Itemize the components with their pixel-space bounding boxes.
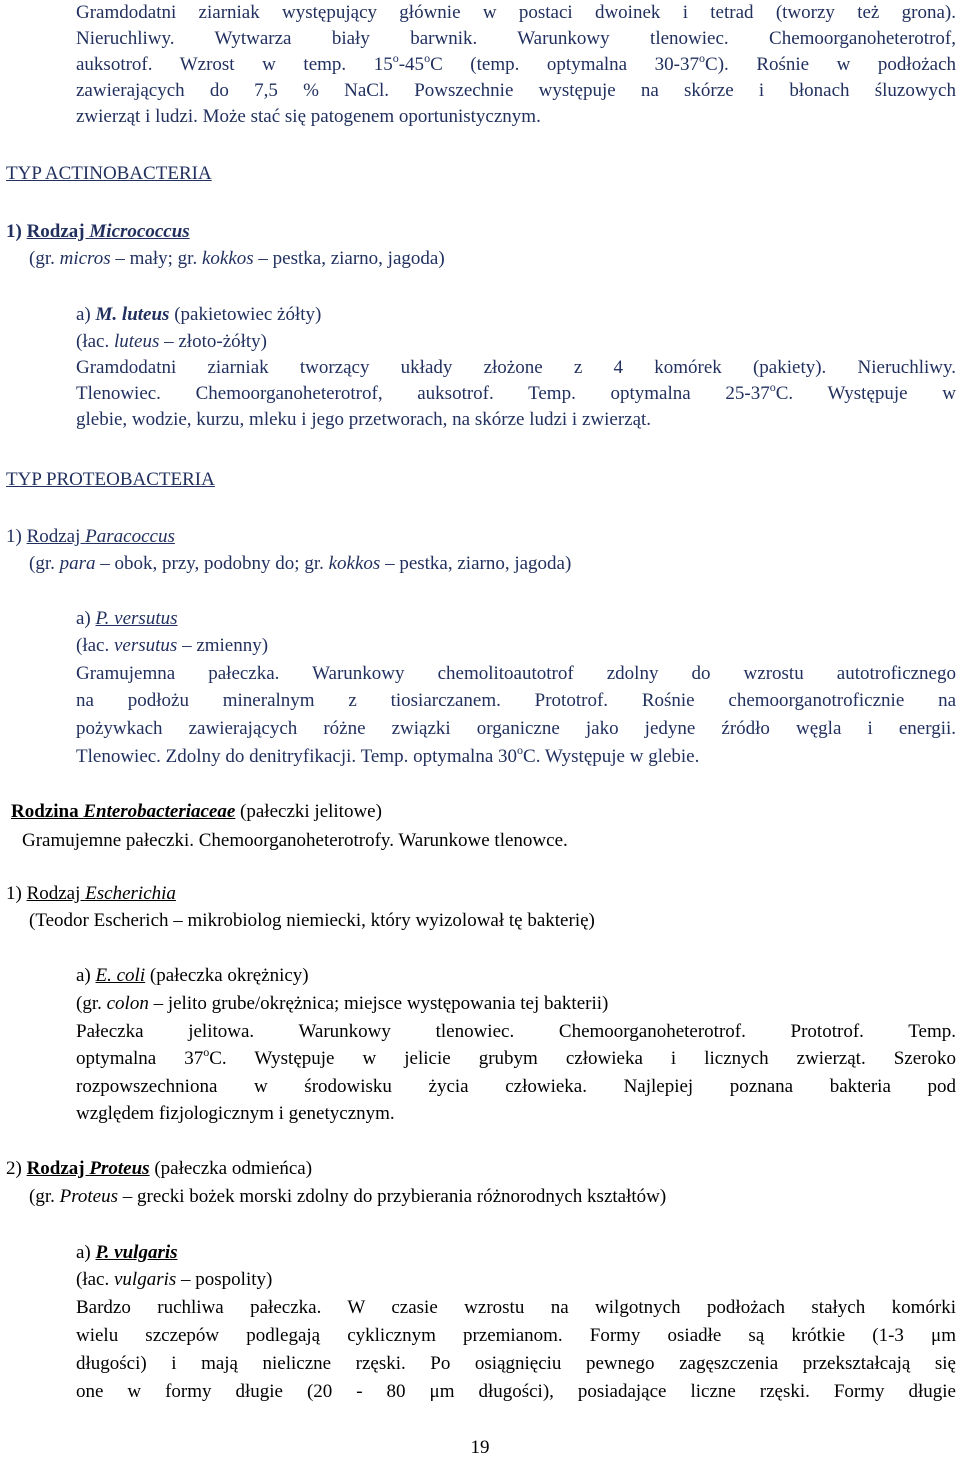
species-heading-p-versutus: a) P. versutus — [76, 608, 178, 629]
p-versutus-desc-1: Gramujemna pałeczka. Warunkowy chemolitoautotrof zdolny do wzrostu autotroficznego — [76, 663, 956, 684]
e-coli-desc-2: optymalna 37$^o$C. Występuje w jelicie grubym człowieka i licznych zwierząt. Szeroko — [76, 1044, 957, 1069]
section-heading-actinobacteria: TYP ACTINOBACTERIA — [6, 163, 212, 184]
species-heading-p-vulgaris: a) P. vulgaris — [76, 1242, 178, 1263]
etymology-luteus: (łac. luteus – złoto-żółty) — [76, 331, 268, 352]
species-heading-e-coli: a) E. coli (pałeczka okrężnicy) — [76, 965, 309, 986]
intro-line-2: Nieruchliwy. Wytwarza biały barwnik. Warunkowy tlenowiec. Chemoorganoheterotrof, — [76, 28, 956, 49]
p-versutus-desc-4: Tlenowiec. Zdolny do denitryfikacji. Temp. optymalna 30$^o$C. Występuje w glebie. — [76, 742, 700, 767]
p-versutus-desc-3: pożywkach zawierających różne związki organiczne jako jedyne źródło węgla i energii. — [76, 718, 956, 739]
p-vulgaris-desc-2: wielu szczepów podlegają cyklicznym przemianom. Formy osiadłe są krótkie (1-3 μm — [76, 1325, 956, 1346]
etymology-proteus: (gr. Proteus – grecki bożek morski zdolny do przybierania różnorodnych kształtów) — [29, 1186, 667, 1207]
p-vulgaris-desc-4: one w formy długie (20 - 80 μm długości), posiadające liczne rzęski. Formy długie — [76, 1381, 956, 1402]
intro-line-3: auksotrof. Wzrost w temp. 15$^o$-45$^o$C (temp. optymalna 30-37$^o$C). Rośnie w podłożach — [76, 50, 957, 75]
genus-heading-proteus: 2) Rodzaj Proteus (pałeczka odmieńca) — [6, 1158, 313, 1179]
etymology-escherichia: (Teodor Escherich – mikrobiolog niemiecki, który wyizolował tę bakterię) — [29, 910, 595, 931]
genus-heading-escherichia: 1) Rodzaj Escherichia — [6, 883, 176, 904]
e-coli-desc-3: rozpowszechniona w środowisku życia człowieka. Najlepiej poznana bakteria pod — [76, 1076, 956, 1097]
m-luteus-desc-3: glebie, wodzie, kurzu, mleku i jego przetworach, na skórze ludzi i zwierząt. — [76, 409, 652, 430]
section-heading-proteobacteria: TYP PROTEOBACTERIA — [6, 469, 215, 490]
m-luteus-desc-2: Tlenowiec. Chemoorganoheterotrof, auksotrof. Temp. optymalna 25-37$^o$C. Występuje w — [76, 379, 956, 404]
m-luteus-desc-1: Gramdodatni ziarniak tworzący układy złożone z 4 komórek (pakiety). Nieruchliwy. — [76, 357, 956, 378]
etymology-versutus: (łac. versutus – zmienny) — [76, 635, 269, 656]
e-coli-desc-1: Pałeczka jelitowa. Warunkowy tlenowiec. Chemoorganoheterotrof. Prototrof. Temp. — [76, 1021, 956, 1042]
page-number: 19 — [470, 1437, 490, 1458]
species-heading-m-luteus: a) M. luteus (pakietowiec żółty) — [76, 304, 322, 325]
p-vulgaris-desc-3: długości) i mają nieliczne rzęski. Po osiągnięciu pewnego zagęszczenia przekształcają się — [76, 1353, 956, 1374]
intro-line-1: Gramdodatni ziarniak występujący głównie w postaci dwoinek i tetrad (tworzy też grona). — [76, 2, 956, 23]
etymology-paracoccus: (gr. para – obok, przy, podobny do; gr. kokkos – pestka, ziarno, jagoda) — [29, 553, 572, 574]
genus-heading-micrococcus: 1) Rodzaj Micrococcus — [6, 221, 190, 242]
family-description: Gramujemne pałeczki. Chemoorganoheterotrofy. Warunkowe tlenowce. — [22, 830, 568, 851]
intro-line-5: zwierząt i ludzi. Może stać się patogenem oportunistycznym. — [76, 106, 541, 127]
e-coli-desc-4: względem fizjologicznym i genetycznym. — [76, 1103, 395, 1124]
p-vulgaris-desc-1: Bardzo ruchliwa pałeczka. W czasie wzrostu na wilgotnych podłożach stałych komórki — [76, 1297, 956, 1318]
genus-heading-paracoccus: 1) Rodzaj Paracoccus — [6, 526, 175, 547]
p-versutus-desc-2: na podłożu mineralnym z tiosiarczanem. Prototrof. Rośnie chemoorganotroficznie na — [76, 690, 956, 711]
etymology-vulgaris: (łac. vulgaris – pospolity) — [76, 1269, 273, 1290]
family-heading-enterobacteriaceae: Rodzina Enterobacteriaceae (pałeczki jelitowe) — [11, 801, 382, 822]
etymology-coli: (gr. colon – jelito grube/okrężnica; miejsce występowania tej bakterii) — [76, 993, 609, 1014]
etymology-micrococcus: (gr. micros – mały; gr. kokkos – pestka, ziarno, jagoda) — [29, 248, 445, 269]
intro-line-4: zawierających do 7,5 % NaCl. Powszechnie występuje na skórze i błonach śluzowych — [76, 80, 956, 101]
